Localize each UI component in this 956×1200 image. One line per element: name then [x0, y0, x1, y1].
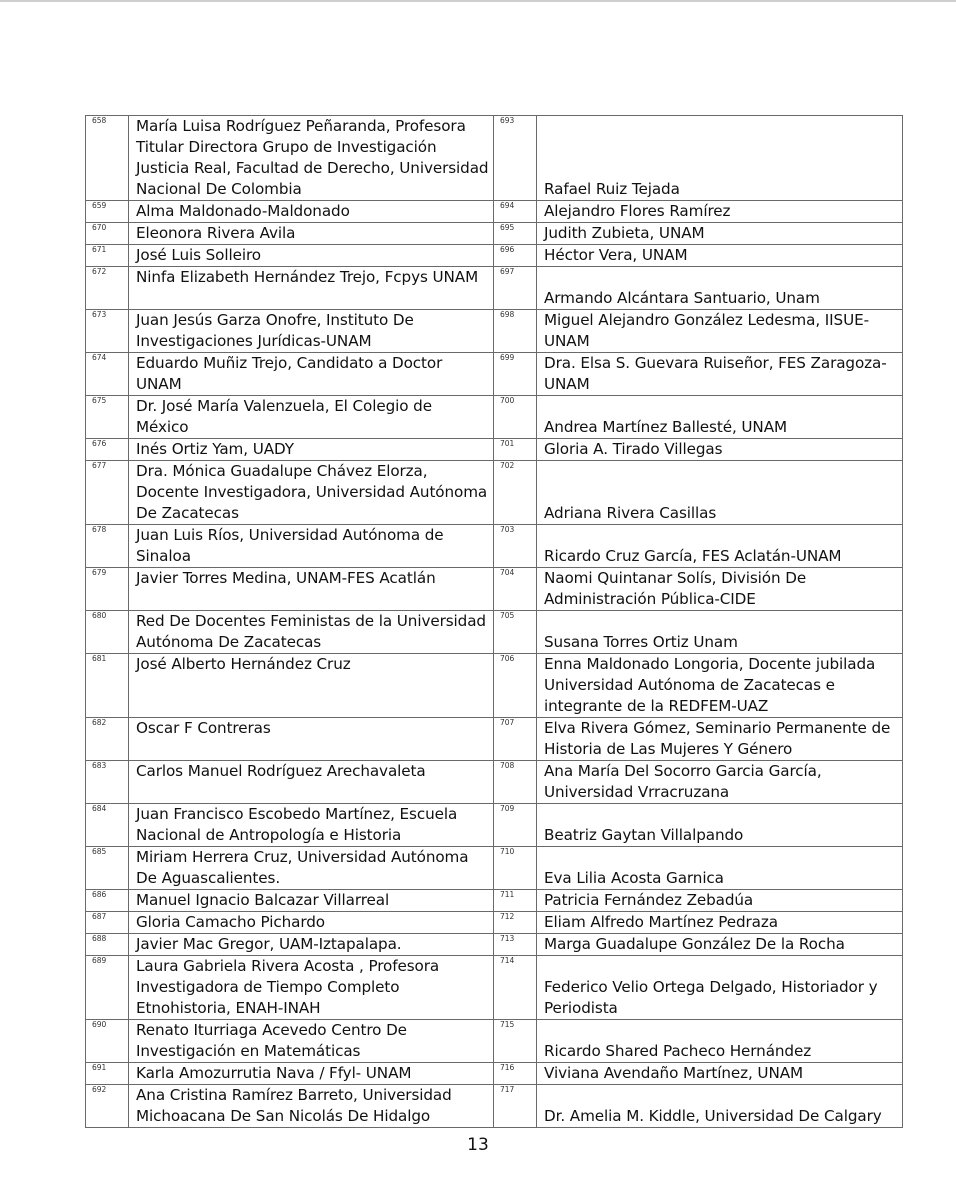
signatory-name: Dra. Mónica Guadalupe Chávez Elorza, Docente Investigadora, Universidad Autónoma De Zacatecas	[136, 462, 488, 522]
signatory-number-right: 708	[494, 761, 537, 804]
signatory-name: José Luis Solleiro	[136, 246, 261, 264]
signatory-number-left: 691	[86, 1063, 129, 1085]
signatory-number-left: 681	[86, 654, 129, 718]
signatory-name: Eva Lilia Acosta Garnica	[544, 869, 724, 887]
signatory-name: Dra. Elsa S. Guevara Ruiseñor, FES Zaragoza-UNAM	[544, 354, 887, 393]
signatory-cell-left	[129, 934, 494, 956]
signatory-cell-right	[537, 1063, 903, 1085]
signatory-name: Beatriz Gaytan Villalpando	[544, 826, 744, 844]
signatory-name: Ana Cristina Ramírez Barreto, Universidad Michoacana De San Nicolás De Hidalgo	[136, 1086, 452, 1125]
signatory-cell-right	[537, 934, 903, 956]
signatory-cell-right	[537, 761, 903, 804]
signatory-cell-left	[129, 718, 494, 761]
table-row	[86, 267, 903, 310]
signatory-name: Juan Francisco Escobedo Martínez, Escuela Nacional de Antropología e Historia	[136, 805, 458, 844]
signatory-number-right: 697	[494, 267, 537, 310]
signatory-cell-left	[129, 761, 494, 804]
signatory-number-right: 707	[494, 718, 537, 761]
signatory-name: Enna Maldonado Longoria, Docente jubilada Universidad Autónoma de Zacatecas e integrante de la REDFEM-UAZ	[544, 655, 876, 715]
signatory-number-right: 699	[494, 353, 537, 396]
signatory-name: Ana María Del Socorro Garcia García, Universidad Vrracruzana	[544, 762, 822, 801]
table-row	[86, 611, 903, 654]
signatory-number-left: 685	[86, 847, 129, 890]
signatory-cell-right	[537, 353, 903, 396]
signatory-cell-left	[129, 1063, 494, 1085]
signatory-cell-left	[129, 804, 494, 847]
signatory-cell-right	[537, 654, 903, 718]
signatory-name: Juan Jesús Garza Onofre, Instituto De Investigaciones Jurídicas-UNAM	[136, 311, 414, 350]
table-row	[86, 718, 903, 761]
signatory-name: Federico Velio Ortega Delgado, Historiador y Periodista	[544, 978, 878, 1017]
signatory-cell-left	[129, 890, 494, 912]
table-row	[86, 1063, 903, 1085]
signatory-name: Laura Gabriela Rivera Acosta , Profesora Investigadora de Tiempo Completo Etnohistoria, ENAH-INAH	[136, 957, 440, 1017]
signatory-cell-left	[129, 310, 494, 353]
signatory-name: Inés Ortiz Yam, UADY	[136, 440, 294, 458]
signatory-cell-right	[537, 912, 903, 934]
signatory-cell-left	[129, 201, 494, 223]
signatory-number-left: 683	[86, 761, 129, 804]
signatory-number-right: 705	[494, 611, 537, 654]
signatory-cell-left	[129, 116, 494, 201]
signatory-number-left: 690	[86, 1020, 129, 1063]
signatory-cell-right	[537, 1085, 903, 1128]
signatory-name: María Luisa Rodríguez Peñaranda, Profesora Titular Directora Grupo de Investigación Justicia Real, Facultad de Derecho, Universidad Nacional De Colombia	[136, 117, 489, 198]
signatory-name: Gloria Camacho Pichardo	[136, 913, 325, 931]
signatory-cell-right	[537, 956, 903, 1020]
signatory-name: Red De Docentes Feministas de la Universidad Autónoma De Zacatecas	[136, 612, 486, 651]
signatory-cell-right	[537, 890, 903, 912]
signatory-name: Ricardo Shared Pacheco Hernández	[544, 1042, 812, 1060]
signatory-name: Judith Zubieta, UNAM	[544, 224, 705, 242]
signatory-number-left: 671	[86, 245, 129, 267]
signatory-name: Javier Torres Medina, UNAM-FES Acatlán	[136, 569, 436, 587]
signatory-name: Javier Mac Gregor, UAM-Iztapalapa.	[136, 935, 402, 953]
signatory-number-right: 714	[494, 956, 537, 1020]
table-row	[86, 396, 903, 439]
signatory-name: Héctor Vera, UNAM	[544, 246, 688, 264]
signatory-name: Miriam Herrera Cruz, Universidad Autónoma De Aguascalientes.	[136, 848, 469, 887]
signatory-number-left: 692	[86, 1085, 129, 1128]
signatory-cell-left	[129, 396, 494, 439]
signatory-number-right: 696	[494, 245, 537, 267]
signatory-name: Armando Alcántara Santuario, Unam	[544, 289, 820, 307]
signatory-number-right: 694	[494, 201, 537, 223]
signatory-number-left: 680	[86, 611, 129, 654]
signatory-cell-left	[129, 1085, 494, 1128]
table-row	[86, 847, 903, 890]
signatory-name: Dr. José María Valenzuela, El Colegio de México	[136, 397, 432, 436]
signatory-number-right: 712	[494, 912, 537, 934]
signatory-name: Alma Maldonado-Maldonado	[136, 202, 350, 220]
signatory-name: Renato Iturriaga Acevedo Centro De Investigación en Matemáticas	[136, 1021, 407, 1060]
table-row	[86, 934, 903, 956]
table-row	[86, 1020, 903, 1063]
signatory-name: José Alberto Hernández Cruz	[136, 655, 351, 673]
signatory-cell-left	[129, 912, 494, 934]
signatory-number-left: 689	[86, 956, 129, 1020]
table-row	[86, 116, 903, 201]
signatory-cell-right	[537, 568, 903, 611]
signatory-number-left: 677	[86, 461, 129, 525]
signatory-cell-left	[129, 223, 494, 245]
signatory-number-right: 715	[494, 1020, 537, 1063]
signatory-cell-right	[537, 718, 903, 761]
signatory-cell-right	[537, 439, 903, 461]
signatory-number-right: 713	[494, 934, 537, 956]
signatory-name: Susana Torres Ortiz Unam	[544, 633, 738, 651]
table-row	[86, 804, 903, 847]
signatory-number-left: 659	[86, 201, 129, 223]
signatory-cell-right	[537, 310, 903, 353]
signatory-cell-right	[537, 804, 903, 847]
signatory-cell-right	[537, 461, 903, 525]
table-row	[86, 461, 903, 525]
signatory-name: Dr. Amelia M. Kiddle, Universidad De Calgary	[544, 1107, 882, 1125]
signatory-number-left: 687	[86, 912, 129, 934]
signatory-cell-right	[537, 847, 903, 890]
signatory-number-left: 673	[86, 310, 129, 353]
signatory-name: Naomi Quintanar Solís, División De Administración Pública-CIDE	[544, 569, 807, 608]
signatory-name: Ninfa Elizabeth Hernández Trejo, Fcpys UNAM	[136, 268, 479, 286]
signatory-cell-left	[129, 847, 494, 890]
signatory-number-left: 678	[86, 525, 129, 568]
signatory-number-left: 679	[86, 568, 129, 611]
signatory-cell-left	[129, 654, 494, 718]
table-row	[86, 439, 903, 461]
signatory-cell-right	[537, 396, 903, 439]
table-row	[86, 956, 903, 1020]
signatory-name: Juan Luis Ríos, Universidad Autónoma de Sinaloa	[136, 526, 444, 565]
signatory-number-left: 684	[86, 804, 129, 847]
signatory-name: Eliam Alfredo Martínez Pedraza	[544, 913, 778, 931]
signatory-name: Alejandro Flores Ramírez	[544, 202, 731, 220]
signatory-number-right: 701	[494, 439, 537, 461]
signatory-cell-left	[129, 353, 494, 396]
signatory-number-right: 693	[494, 116, 537, 201]
table-row	[86, 525, 903, 568]
table-row	[86, 654, 903, 718]
signatory-number-right: 698	[494, 310, 537, 353]
table-row	[86, 353, 903, 396]
table-row	[86, 1085, 903, 1128]
signatory-number-right: 703	[494, 525, 537, 568]
table-row	[86, 890, 903, 912]
signatory-cell-right	[537, 223, 903, 245]
signatory-number-left: 686	[86, 890, 129, 912]
table-row	[86, 568, 903, 611]
page-number: 13	[467, 1135, 489, 1155]
signatory-name: Patricia Fernández Zebadúa	[544, 891, 754, 909]
signatory-cell-left	[129, 525, 494, 568]
signatory-cell-right	[537, 525, 903, 568]
signatory-name: Carlos Manuel Rodríguez Arechavaleta	[136, 762, 426, 780]
table-row	[86, 912, 903, 934]
signatory-cell-left	[129, 245, 494, 267]
signatories-table	[85, 115, 903, 1128]
signatory-number-right: 706	[494, 654, 537, 718]
signatory-number-left: 658	[86, 116, 129, 201]
table-row	[86, 761, 903, 804]
signatory-name: Ricardo Cruz García, FES Aclatán-UNAM	[544, 547, 842, 565]
signatory-cell-left	[129, 461, 494, 525]
table-row	[86, 201, 903, 223]
signatory-number-left: 676	[86, 439, 129, 461]
signatory-cell-right	[537, 116, 903, 201]
table-row	[86, 310, 903, 353]
signatory-name: Manuel Ignacio Balcazar Villarreal	[136, 891, 390, 909]
signatory-number-left: 674	[86, 353, 129, 396]
signatory-cell-right	[537, 1020, 903, 1063]
signatory-cell-right	[537, 267, 903, 310]
signatory-number-right: 716	[494, 1063, 537, 1085]
signatory-cell-left	[129, 568, 494, 611]
signatory-number-right: 717	[494, 1085, 537, 1128]
signatory-cell-left	[129, 1020, 494, 1063]
signatory-cell-left	[129, 267, 494, 310]
signatory-name: Miguel Alejandro González Ledesma, IISUE-UNAM	[544, 311, 869, 350]
signatory-number-right: 711	[494, 890, 537, 912]
signatory-number-left: 675	[86, 396, 129, 439]
signatory-cell-right	[537, 611, 903, 654]
signatory-number-left: 670	[86, 223, 129, 245]
signatory-cell-left	[129, 956, 494, 1020]
signatory-number-right: 702	[494, 461, 537, 525]
signatory-name: Karla Amozurrutia Nava / Ffyl- UNAM	[136, 1064, 412, 1082]
signatory-cell-right	[537, 201, 903, 223]
page-top-edge	[0, 0, 956, 2]
signatory-name: Rafael Ruiz Tejada	[544, 180, 680, 198]
signatory-number-left: 672	[86, 267, 129, 310]
signatory-cell-left	[129, 611, 494, 654]
signatory-number-left: 682	[86, 718, 129, 761]
signatory-name: Gloria A. Tirado Villegas	[544, 440, 723, 458]
table-row	[86, 245, 903, 267]
signatory-number-right: 704	[494, 568, 537, 611]
signatory-name: Eleonora Rivera Avila	[136, 224, 296, 242]
signatory-number-right: 709	[494, 804, 537, 847]
signatory-name: Marga Guadalupe González De la Rocha	[544, 935, 845, 953]
signatory-cell-left	[129, 439, 494, 461]
signatory-number-right: 695	[494, 223, 537, 245]
signatory-name: Oscar F Contreras	[136, 719, 271, 737]
table-row	[86, 223, 903, 245]
signatory-name: Elva Rivera Gómez, Seminario Permanente de Historia de Las Mujeres Y Género	[544, 719, 891, 758]
signatory-number-right: 700	[494, 396, 537, 439]
signatory-cell-right	[537, 245, 903, 267]
signatory-number-left: 688	[86, 934, 129, 956]
signatory-name: Eduardo Muñiz Trejo, Candidato a Doctor UNAM	[136, 354, 443, 393]
signatory-name: Andrea Martínez Ballesté, UNAM	[544, 418, 787, 436]
signatory-name: Adriana Rivera Casillas	[544, 504, 717, 522]
signatory-name: Viviana Avendaño Martínez, UNAM	[544, 1064, 803, 1082]
signatory-number-right: 710	[494, 847, 537, 890]
